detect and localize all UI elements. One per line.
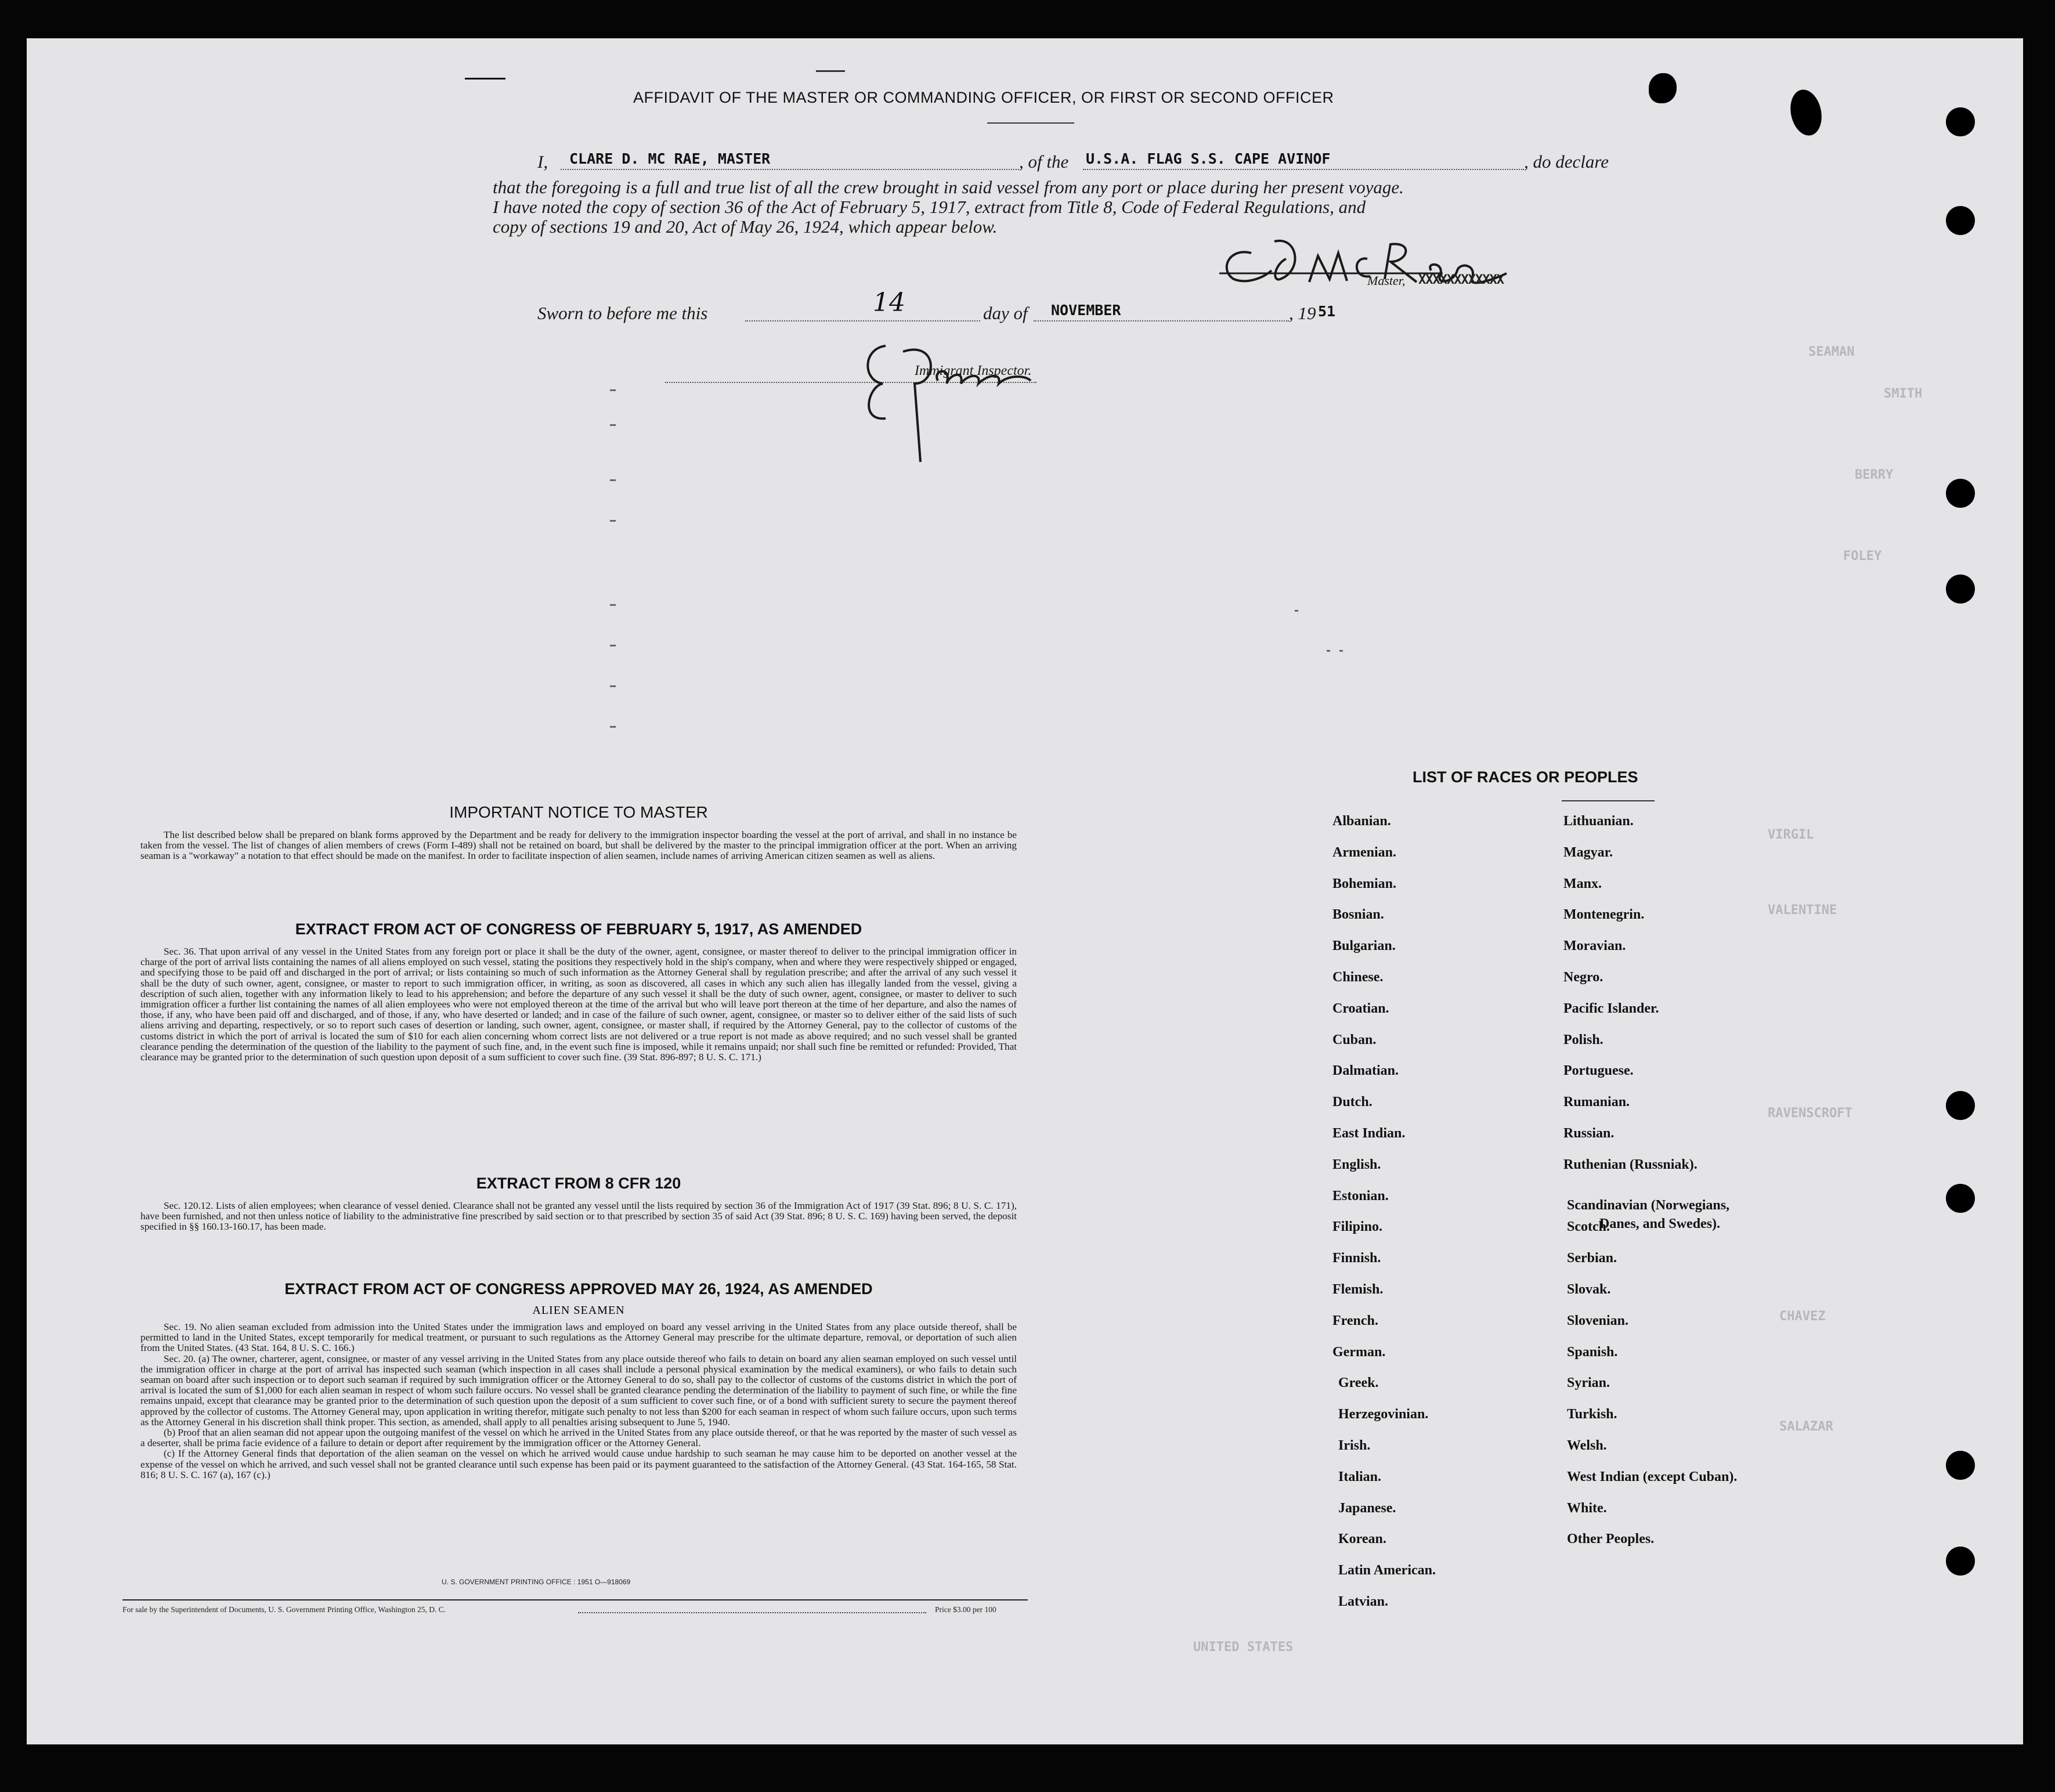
month-field [1034,301,1289,321]
alien-seamen-subtitle: ALIEN SEAMEN [532,1304,625,1317]
race-item: Turkish. [1567,1407,1617,1422]
punch-hole [1946,107,1975,136]
race-item: Croatian. [1332,1000,1389,1016]
ink-blot [1649,73,1677,103]
race-item: Dalmatian. [1332,1063,1399,1079]
inspector-signature [851,328,1042,471]
race-item: Latvian. [1338,1594,1389,1609]
race-item: Greek. [1338,1375,1379,1391]
ink-blot-2 [1786,86,1825,138]
race-item: Scotch. [1567,1219,1610,1235]
punch-hole [1946,575,1975,604]
races-title: LIST OF RACES OR PEOPLES [1413,768,1638,786]
sec-20b-text: (b) Proof that an alien seaman did not appear upon the outgoing manifest of the vessel on which he arrived in the United States from any place outside thereof, or that he was reported by the master of such vessel as a deserter, shall be prima facie evidence of a failure to detain or deport after requirement by the immigration officer or the Attorney General. [140,1427,1017,1449]
race-item: Armenian. [1332,844,1396,860]
race-item: Spanish. [1567,1344,1618,1360]
extract-cfr-title: EXTRACT FROM 8 CFR 120 [476,1175,681,1192]
race-item: Magyar. [1563,844,1613,860]
master-signature [1216,230,1518,308]
race-item: Other Peoples. [1567,1531,1655,1547]
races-rule [1562,800,1655,801]
extract-cfr-text: Sec. 120.12. Lists of alien employees; when clearance of vessel denied. Clearance shall not be granted any vessel until the lists required by section 36 of the Immigration Act of 1917 (39 Stat. 896; 8 U. S. C. 171), have been furnished, and not then unless notice of liability to the administrative fine prescribed by said section or to that prescribed by section 35 of said Act (39 Stat. 896; 8 U. S. C. 169) having been served, the deposit specified in §§ 160.13-160.17, has been made. [140,1200,1017,1233]
race-item: Albanian. [1332,814,1391,829]
year-prefix: , 19 [1289,303,1316,323]
race-item: Danes, and Swedes). [1599,1216,1721,1231]
extract-1917-title: EXTRACT FROM ACT OF CONGRESS OF FEBRUARY 5, 1917, AS AMENDED [295,920,862,938]
race-item: White. [1567,1500,1607,1516]
extract-cfr-section [140,1175,1017,1233]
sale-leader [578,1612,926,1613]
race-item: Korean. [1338,1531,1386,1547]
race-item: Serbian. [1567,1251,1617,1266]
title-rule [987,122,1074,124]
footer-rule [122,1599,1028,1600]
extract-1917-text: Sec. 36. That upon arrival of any vessel in the United States from any foreign port or place it shall be the duty of the owner, agent, consignee, or master thereof to deliver to the principal immigration officer in charge of the port of arrival lists containing the names of all aliens employed on such vessel, stating the positions they respectively hold in the ship's company, when and where they were respectively shipped or engaged, and specifying those to be paid off and discharged in the port of arrival; or lists containing so much of such information as the Attorney General shall by regulation prescribe; and after the arrival of any such vessel it shall be the duty of such owner, agent, consignee, or master to report to such immigration officer, in writing, as soon as discovered, all cases in which any such alien has illegally landed from the vessel, giving a description of such alien, together with any information likely to lead to his apprehension; and before the departure of any such vessel it shall be the duty of such owner, agent, consignee, or master to deliver to such immigration officer a further list containing the names of all alien employees who were not employed thereon at the time of the arrival but who will leave port thereon at the time of her departure, and also the names of those, if any, who have been paid off and discharged, and of those, if any, who have deserted or landed; and in case of the failure of such owner, agent, consignee, or master so to deliver either of the said lists of such aliens arriving and departing, respectively, or so to report such cases of desertion or landing, such owner, agent, consignee, or master shall, if required by the Attorney General, pay to the collector of customs of the customs district in which the port of arrival is located the sum of $10 for each alien concerning whom correct lists are not delivered or a true report is not made as above required; and no such vessel shall be granted clearance pending the determination of the question of the liability to the payment of such fine, and, in the event such fine is imposed, while it remains unpaid; nor shall such fine be remitted or refunded: Provided, That clearance may be granted prior to the determination of such question upon deposit of a sum sufficient to cover such fine. (39 Stat. 896-897; 8 U. S. C. 171.) [140,946,1017,1063]
race-item: Cuban. [1332,1032,1377,1047]
affidavit-line-2: I have noted the copy of section 36 of the Act of February 5, 1917, extract from Title 8, Code of Federal Regulations, and [493,197,1366,217]
master-name-field [561,150,1019,170]
punch-hole [1946,1184,1975,1213]
punch-hole [1946,479,1975,508]
race-item: Negro. [1563,970,1603,985]
notice-text: The list described below shall be prepared on blank forms approved by the Department and be ready for delivery to the immigration inspector boarding the vessel at the port of arrival, and shall in no instance be taken from the vessel. The list of changes of alien members of crews (Form I-489) shall not be retained on board, but shall be delivered by the master to the principal immigration officer at the port. When an arriving seaman is a "workaway" a notation to that effect should be made on the manifest. In order to facilitate inspection of alien seamen, include names of arriving American citizen seamen as well as aliens. [140,829,1017,862]
race-item: West Indian (except Cuban). [1567,1469,1738,1484]
affidavit-line-1: that the foregoing is a full and true list of all the crew brought in said vessel from any port or place during her present voyage. [493,177,1404,197]
punch-hole [1946,1091,1975,1120]
race-item: Japanese. [1338,1500,1396,1516]
sec-20a-text: Sec. 20. (a) The owner, charterer, agent, consignee, or master of any vessel arriving in the United States from any place outside thereof who fails to detain on board any alien seaman employed on such vessel until the immigration officer in charge at the port of arrival has inspected such seaman (which inspection in all cases shall include a personal physical examination by the medical examiners), or who fails to detain such seaman on board after such inspection or to deport such seaman if required by such immigration officer or the Attorney General to do so, shall pay to the collector of customs of the customs district in which the port of arrival is located the sum of $1,000 for each alien seaman in respect of whom such failure occurs. No vessel shall be granted clearance pending the determination of the liability to payment of such fine, or while the fine remains unpaid, except that clearance may be granted prior to the determination of such question upon the deposit of a sum sufficient to cover such fine, or of a bond with sufficient surety to secure the payment thereof approved by the collector of customs. The Attorney General may, upon application in writing therefor, mitigate such penalty to not less than $200 for each seaman in respect of whom such failure occurs, upon such terms as the Attorney General in his discretion shall think proper. This section, as amended, shall apply to all penalties arising subsequent to June 5, 1940. [140,1353,1017,1428]
race-item: Slovak. [1567,1282,1611,1297]
sworn-day: 14 [873,288,905,317]
day-field [745,288,980,321]
race-item: Manx. [1563,876,1602,891]
race-item: Montenegrin. [1563,907,1645,923]
race-item: Bulgarian. [1332,938,1396,954]
race-item: Filipino. [1332,1219,1383,1235]
extract-1924-title: EXTRACT FROM ACT OF CONGRESS APPROVED MAY 26, 1924, AS AMENDED [284,1280,873,1298]
vessel-field [1083,150,1524,170]
extract-1924-section [140,1280,1017,1480]
race-item: Ruthenian (Russniak). [1563,1157,1698,1172]
punch-hole [1946,1451,1975,1480]
sworn-month: NOVEMBER [1051,302,1121,319]
top-mark [465,78,505,80]
race-item: Irish. [1338,1438,1371,1453]
of-the-label: , of the [1019,151,1069,172]
race-item: Welsh. [1567,1438,1607,1453]
declare-label: , do declare [1524,151,1609,172]
document-page: SEAMAN SMITH BERRY FOLEY VIRGIL VALENTINE RAVENSCROFT CHAVEZ SALAZAR UNITED STATES AFFIDAVIT OF THE MASTER OR COMMANDING OFFICER, OR FIRST OR SECOND OFFICER I, CLARE D. MC RAE, MASTER , of the U.S.A. FLAG S.S. CAPE AVINOF , do declare that the foregoing is a full and true list of all the crew brought in said vessel from any port or place during her present voyage. I have noted the copy of section 36 of the Act of February 5, 1917, extract from Title 8, Code of Federal Regulations, and copy of sections 19 and 20, Act of May 26, 1924, which appear below. Master, XXXXXXXXXXXX Sworn to before me this 14 day of NOVEMBER , 19 51 Immigrant Inspector. IMPORTANT NOTICE TO MASTER The list described below shall be prepared on blank forms approved by the Department and be ready for delivery to the immigration inspector boarding the vessel at the port of arrival, and shall in no instance be taken from the vessel. The list of changes of alien members of crews (Form I-489) shall not be retained on board, but shall be delivered by the master to the principal immigration officer at the port. When an arriving seaman is a "workaway" a notation to that effect should be made on the manifest. In order to facilitate inspection of alien seamen, include names of arriving American citizen seamen as well as aliens. EXTRACT FROM ACT OF CONGRESS OF FEBRUARY 5, 1917, AS AMENDED Sec. 36. That upon arrival of any vessel in the United States from any foreign port or place it shall be the duty of the owner, agent, consignee, or master thereof to deliver to the principal immigration officer in charge of the port of arrival lists containing the names of all aliens employed on such vessel, stating the positions they respectively hold in the ship's company, when and where they were respectively shipped or engaged, and specifying those to be paid off and discharged in the port of arrival; or lists containing so much of such information as the Attorney General shall by regulation prescribe; and after the arrival of any such vessel it shall be the duty of such owner, agent, consignee, or master to report to such immigration officer, in writing, as soon as discovered, all cases in which any such alien has illegally landed from the vessel, giving a description of such alien, together with any information likely to lead to his apprehension; and before the departure of any such vessel it shall be the duty of such owner, agent, consignee, or master to deliver to such immigration officer a further list containing the names of all alien employees who were not employed thereon at the time of the arrival but who will leave port thereon at the time of her departure, and also the names of those, if any, who have been paid off and discharged, and of those, if any, who have deserted or landed; and in case of the failure of such owner, agent, consignee, or master so to deliver either of the said lists of such aliens arriving and departing, respectively, or so to report such cases of desertion or landing, such owner, agent, consignee, or master shall, if required by the Attorney General, pay to the collector of customs of the customs district in which the port of arrival is located the sum of $10 for each alien concerning whom correct lists are not delivered or a true report is not made as above required; and no such vessel shall be granted clearance pending the determination of the question of the liability to the payment of such fine, and, in the event such fine is imposed, while it remains unpaid; nor shall such fine be remitted or refunded: Provided, That clearance may be granted prior to the determination of such question upon deposit of a sum sufficient to cover such fine. (39 Stat. 896-897; 8 U. S. C. 171.) EXTRACT FROM 8 CFR 120 Sec. 120.12. Lists of alien employees; when clearance of vessel denied. Clearance shall not be granted any vessel until the lists required by section 36 of the Immigration Act of 1917 (39 Stat. 896; 8 U. S. C. 171), have been furnished, and not then unless notice of liability to the administrative fine prescribed by said section or to that prescribed by section 35 of said Act (39 Stat. 896; 8 U. S. C. 169) having been served, the deposit specified in §§ 160.13-160.17, has been made. EXTRACT FROM ACT OF CONGRESS APPROVED MAY 26, 1924, AS AMENDED ALIEN SEAMEN Sec. 19. No alien seaman excluded from admission into the United States under the immigration laws and employed on board any vessel arriving in the United States from any place outside thereof, shall be permitted to land in the United States, except temporarily for medical treatment, or pursuant to such regulations as the Attorney General may prescribe for the ultimate departure, removal, or deportation of such alien from the United States. (43 Stat. 164, 8 U. S. C. 166.) Sec. 20. (a) The owner, charterer, agent, consignee, or master of any vessel arriving in the United States from any place outside thereof who fails to detain on board any alien seaman employed on such vessel until the immigration officer in charge at the port of arrival has inspected such seaman (which inspection in all cases shall include a personal physical examination by the medical examiners), or who fails to detain such seaman on board after such inspection or to deport such seaman if required by such immigration officer or the Attorney General to do so, shall pay to the collector of customs of the customs district in which the port of arrival is located the sum of $1,000 for each alien seaman in respect of whom such failure occurs. No vessel shall be granted clearance pending the determination of the liability to payment of such fine, or while the fine remains unpaid, except that clearance may be granted prior to the determination of such question upon the deposit of a sum sufficient to cover such fine, or of a bond with sufficient surety to secure the payment thereof approved by the collector of customs. The Attorney General may, upon application in writing therefor, mitigate such penalty to not less than $200 for each seaman in respect of whom such failure occurs, upon such terms as the Attorney General in his discretion shall think proper. This section, as amended, shall apply to all penalties arising subsequent to June 5, 1940. (b) Proof that an alien seaman did not appear upon the outgoing manifest of the vessel on which he arrived in the United States from any place outside thereof, or that he was reported by the master of such vessel as a deserter, shall be prima facie evidence of a failure to detain or deport after requirement by the immigration officer or the Attorney General. (c) If the Attorney General finds that deportation of the alien seaman on the vessel on which he arrived would cause undue hardship to such seaman he may cause him to be deported on another vessel at the expense of the vessel on which he arrived, and such vessel shall not be granted clearance until such expense has been paid or its payment guaranteed to the satisfaction of the Attorney General. (43 Stat. 164-165, 58 Stat. 816; 8 U. S. C. 167 (a), 167 (c).) U. S. GOVERNMENT PRINTING OFFICE : 1951 O—918069 For sale by the Superintendent of Documents, U. S. Government Printing Office, Washington 25, D. C. Price $3.00 per 100 LIST OF RACES OR PEOPLES Albanian. Armenian. Bohemian. Bosnian. Bulgarian. Chinese. Croatian. Cuban. Dalmatian. Dutch. East Indian. English. Estonian. Filipino. Finnish. Flemish. French. German. Greek. Herzegovinian. Irish. Italian. Japanese. Korean. Latin American. Latvian. Lithuanian. Magyar. Manx. Montenegrin. Moravian. Negro. Pacific Islander. Polish. Portuguese. Rumanian. Russian. Ruthenian (Russniak). Scandinavian (Norwegians, Danes, and Swedes). Scotch. Serbian. Slovak. Slovenian. Spanish. Syrian. Turkish. Welsh. West Indian (except Cuban). White. Other Peoples. [27,38,2023,1744]
sale-text: For sale by the Superintendent of Documents, U. S. Government Printing Office, Washington 25, D. C. [122,1605,446,1614]
race-item: East Indian. [1332,1126,1406,1141]
master-label: Master, [1367,273,1406,288]
punch-hole [1946,206,1975,235]
race-item: Lithuanian. [1563,814,1634,829]
price-text: Price $3.00 per 100 [935,1605,996,1614]
i-label: I, [537,151,548,172]
race-item: Polish. [1563,1032,1603,1047]
race-item: Estonian. [1332,1188,1389,1204]
race-item: English. [1332,1157,1381,1172]
race-item: Latin American. [1338,1563,1436,1578]
top-mark-2 [816,70,845,72]
race-item: Finnish. [1332,1251,1381,1266]
race-item: German. [1332,1344,1386,1360]
race-item: Bohemian. [1332,876,1397,891]
race-item: Flemish. [1332,1282,1384,1297]
race-item: Portuguese. [1563,1063,1634,1079]
sec-20c-text: (c) If the Attorney General finds that deportation of the alien seaman on the vessel on which he arrived would cause undue hardship to such seaman he may cause him to be deported on another vessel at the expense of the vessel on which he arrived, and such vessel shall not be granted clearance until such expense has been paid or its payment guaranteed to the satisfaction of the Attorney General. (43 Stat. 164-165, 58 Stat. 816; 8 U. S. C. 167 (a), 167 (c).) [140,1448,1017,1480]
race-item: Rumanian. [1563,1094,1630,1110]
race-item: Syrian. [1567,1375,1610,1391]
notice-title: IMPORTANT NOTICE TO MASTER [449,803,708,821]
race-item: Moravian. [1563,938,1626,954]
vessel-name: U.S.A. FLAG S.S. CAPE AVINOF [1086,150,1331,167]
sec-19-text: Sec. 19. No alien seaman excluded from admission into the United States under the immigration laws and employed on board any vessel arriving in the United States from any place outside thereof, shall be permitted to land in the United States, except temporarily for medical treatment, or pursuant to such regulations as the Attorney General may prescribe for the ultimate departure, removal, or deportation of such alien from the United States. (43 Stat. 164, 8 U. S. C. 166.) [140,1321,1017,1354]
affidavit-title: AFFIDAVIT OF THE MASTER OR COMMANDING OFFICER, OR FIRST OR SECOND OFFICER [633,89,1334,106]
inspector-label: Immigrant Inspector. [915,363,1032,378]
affidavit-line-3: copy of sections 19 and 20, Act of May 26, 1924, which appear below. [493,216,998,237]
race-item: Dutch. [1332,1094,1373,1110]
day-of-label: day of [983,303,1028,323]
master-name: CLARE D. MC RAE, MASTER [569,150,771,167]
notice-section [140,803,1017,862]
sworn-year: 51 [1318,303,1336,320]
printing-office-line: U. S. GOVERNMENT PRINTING OFFICE : 1951 O—918069 [442,1578,631,1586]
sworn-label: Sworn to before me this [537,303,708,323]
punch-hole [1946,1547,1975,1576]
race-item: Bosnian. [1332,907,1384,923]
race-item: Chinese. [1332,970,1384,985]
race-item: Italian. [1338,1469,1382,1484]
struck-text: XXXXXXXXXXXX [1418,273,1504,287]
race-item: Slovenian. [1567,1313,1629,1328]
race-item: French. [1332,1313,1378,1328]
race-item: Herzegovinian. [1338,1407,1429,1422]
race-item: Russian. [1563,1126,1615,1141]
race-item: Pacific Islander. [1563,1000,1659,1016]
race-item: Scandinavian (Norwegians, [1567,1198,1730,1213]
extract-1917-section [140,920,1017,1063]
